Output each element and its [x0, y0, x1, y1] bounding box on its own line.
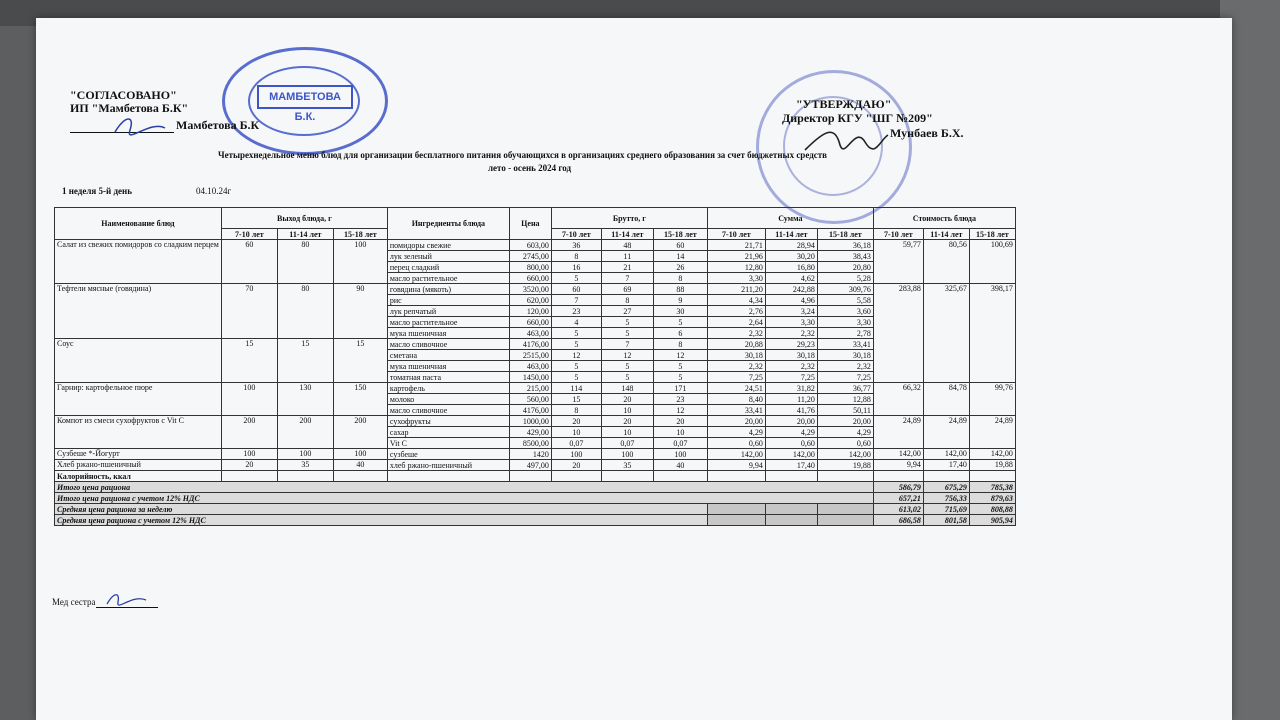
sum-cell: 242,88: [765, 284, 817, 295]
ingredient-cell: лук репчатый: [387, 306, 509, 317]
sum-cell: 17,40: [765, 460, 817, 471]
calories-row: [55, 471, 1016, 482]
calories-empty-cell: [601, 471, 653, 482]
sum-cell: 20,88: [707, 339, 765, 350]
output-cell: 80: [277, 240, 333, 284]
brutto-cell: 12: [653, 350, 707, 361]
sum-cell: 7,25: [707, 372, 765, 383]
brutto-cell: 11: [601, 251, 653, 262]
brutto-cell: 8: [601, 295, 653, 306]
nurse-label: Мед сестра: [52, 597, 96, 607]
brutto-cell: 8: [551, 251, 601, 262]
brutto-cell: 20: [551, 416, 601, 427]
brutto-cell: 16: [551, 262, 601, 273]
brutto-cell: 5: [601, 328, 653, 339]
brutto-cell: 10: [601, 405, 653, 416]
approval-left-title: "СОГЛАСОВАНО": [70, 88, 177, 102]
brutto-cell: 5: [551, 273, 601, 284]
cost-cell: 142,00: [923, 449, 969, 460]
sum-cell: 33,41: [817, 339, 873, 350]
calories-label: Калорийность, ккал: [55, 471, 222, 482]
ingredient-cell: хлеб ржано-пшеничный: [387, 460, 509, 471]
price-cell: 620,00: [509, 295, 551, 306]
brutto-cell: 8: [653, 339, 707, 350]
sum-cell: 33,41: [707, 405, 765, 416]
sum-cell: 19,88: [817, 460, 873, 471]
age-header-brutto-2: 15-18 лет: [653, 229, 707, 240]
sum-cell: 211,20: [707, 284, 765, 295]
output-cell: 15: [277, 339, 333, 383]
age-header-cost-1: 11-14 лет: [923, 229, 969, 240]
ingredient-cell: молоко: [387, 394, 509, 405]
total-row: [55, 482, 1016, 493]
header-ingredients: Ингредиенты блюда: [387, 208, 509, 240]
price-cell: 8500,00: [509, 438, 551, 449]
total-value: 613,02: [873, 504, 923, 515]
brutto-cell: 60: [653, 240, 707, 251]
brutto-cell: 14: [653, 251, 707, 262]
sum-cell: 4,96: [765, 295, 817, 306]
output-cell: 70: [221, 284, 277, 339]
sum-cell: 20,00: [817, 416, 873, 427]
brutto-cell: 4: [551, 317, 601, 328]
brutto-cell: 0,07: [653, 438, 707, 449]
price-cell: 497,00: [509, 460, 551, 471]
sum-cell: 4,29: [765, 427, 817, 438]
sum-cell: 38,43: [817, 251, 873, 262]
cost-cell: 19,88: [969, 460, 1015, 471]
price-cell: 463,00: [509, 361, 551, 372]
sum-cell: 0,60: [817, 438, 873, 449]
brutto-cell: 7: [551, 295, 601, 306]
brutto-cell: 23: [653, 394, 707, 405]
cost-cell: 24,89: [923, 416, 969, 449]
total-gap-cell: [817, 515, 873, 526]
brutto-cell: 20: [551, 460, 601, 471]
sum-cell: 2,32: [707, 361, 765, 372]
cost-cell: 142,00: [969, 449, 1015, 460]
dish-name-cell: Компот из смеси сухофруктов с Vit C: [55, 416, 222, 449]
total-gap-cell: [765, 515, 817, 526]
output-cell: 100: [277, 449, 333, 460]
brutto-cell: 30: [653, 306, 707, 317]
brutto-cell: 8: [551, 405, 601, 416]
brutto-cell: 6: [653, 328, 707, 339]
table-row: [55, 383, 1016, 394]
sum-cell: 2,32: [765, 361, 817, 372]
brutto-cell: 8: [653, 273, 707, 284]
sum-cell: 36,18: [817, 240, 873, 251]
calories-empty-cell: [923, 471, 969, 482]
ingredient-cell: масло растительное: [387, 273, 509, 284]
sum-cell: 21,71: [707, 240, 765, 251]
brutto-cell: 10: [653, 427, 707, 438]
total-row: [55, 493, 1016, 504]
sum-cell: 2,64: [707, 317, 765, 328]
ingredient-cell: масло сливочное: [387, 405, 509, 416]
price-cell: 215,00: [509, 383, 551, 394]
output-cell: 200: [333, 416, 387, 449]
dish-name-cell: Гарнир: картофельное пюре: [55, 383, 222, 416]
output-cell: 80: [277, 284, 333, 339]
output-cell: 100: [221, 449, 277, 460]
week-day-label: 1 неделя 5-й день: [62, 186, 132, 196]
brutto-cell: 10: [601, 427, 653, 438]
dish-name-cell: Сузбеше *-Йогурт: [55, 449, 222, 460]
calories-empty-cell: [551, 471, 601, 482]
output-cell: 100: [333, 449, 387, 460]
price-cell: 2515,00: [509, 350, 551, 361]
header-price: Цена: [509, 208, 551, 240]
sum-cell: 142,00: [765, 449, 817, 460]
ingredient-cell: сметана: [387, 350, 509, 361]
price-cell: 560,00: [509, 394, 551, 405]
table-row: [55, 339, 1016, 350]
stamp-left-name: МАМБЕТОВА Б.К.: [257, 85, 353, 109]
brutto-cell: 0,07: [551, 438, 601, 449]
sum-cell: 12,80: [707, 262, 765, 273]
age-header-output-1: 11-14 лет: [277, 229, 333, 240]
age-header-brutto-0: 7-10 лет: [551, 229, 601, 240]
total-label: Средняя цена рациона с учетом 12% НДС: [55, 515, 708, 526]
total-value: 756,33: [923, 493, 969, 504]
total-value: 801,58: [923, 515, 969, 526]
total-label: Итого цена рациона: [55, 482, 874, 493]
ingredient-cell: говядина (мякоть): [387, 284, 509, 295]
sum-cell: 31,82: [765, 383, 817, 394]
calories-empty-cell: [707, 471, 765, 482]
brutto-cell: 69: [601, 284, 653, 295]
brutto-cell: 20: [601, 394, 653, 405]
sum-cell: 30,20: [765, 251, 817, 262]
cost-cell: 59,77: [873, 240, 923, 284]
sum-cell: 9,94: [707, 460, 765, 471]
table-row: [55, 284, 1016, 295]
sum-cell: 20,80: [817, 262, 873, 273]
sum-cell: 20,00: [765, 416, 817, 427]
brutto-cell: 100: [601, 449, 653, 460]
sum-cell: 309,76: [817, 284, 873, 295]
total-label: Средняя цена рациона за неделю: [55, 504, 708, 515]
sum-cell: 20,00: [707, 416, 765, 427]
header-output: Выход блюда, г: [221, 208, 387, 229]
header-brutto: Брутто, г: [551, 208, 707, 229]
brutto-cell: 12: [551, 350, 601, 361]
sum-cell: 3,30: [707, 273, 765, 284]
sum-cell: 2,32: [707, 328, 765, 339]
brutto-cell: 40: [653, 460, 707, 471]
total-gap-cell: [707, 515, 765, 526]
brutto-cell: 27: [601, 306, 653, 317]
ingredient-cell: масло сливочное: [387, 339, 509, 350]
menu-table: [54, 207, 1016, 526]
sum-cell: 4,29: [817, 427, 873, 438]
calories-empty-cell: [873, 471, 923, 482]
output-cell: 60: [221, 240, 277, 284]
header-sum: Сумма: [707, 208, 873, 229]
sum-cell: 30,18: [707, 350, 765, 361]
ingredient-cell: рис: [387, 295, 509, 306]
signature-nurse-icon: [104, 590, 150, 608]
age-header-output-2: 15-18 лет: [333, 229, 387, 240]
brutto-cell: 5: [653, 317, 707, 328]
cost-cell: 66,32: [873, 383, 923, 416]
price-cell: 2745,00: [509, 251, 551, 262]
brutto-cell: 5: [551, 339, 601, 350]
brutto-cell: 9: [653, 295, 707, 306]
brutto-cell: 20: [653, 416, 707, 427]
sum-cell: 5,58: [817, 295, 873, 306]
price-cell: 3520,00: [509, 284, 551, 295]
brutto-cell: 5: [601, 361, 653, 372]
output-cell: 20: [221, 460, 277, 471]
sum-cell: 142,00: [817, 449, 873, 460]
output-cell: 150: [333, 383, 387, 416]
sum-cell: 41,76: [765, 405, 817, 416]
output-cell: 130: [277, 383, 333, 416]
calories-empty-cell: [969, 471, 1015, 482]
price-cell: 4176,00: [509, 339, 551, 350]
total-row: [55, 515, 1016, 526]
sum-cell: 5,28: [817, 273, 873, 284]
calories-empty-cell: [333, 471, 387, 482]
brutto-cell: 171: [653, 383, 707, 394]
calories-empty-cell: [653, 471, 707, 482]
dish-name-cell: Соус: [55, 339, 222, 383]
price-cell: 1450,00: [509, 372, 551, 383]
ingredient-cell: мука пшеничная: [387, 328, 509, 339]
price-cell: 800,00: [509, 262, 551, 273]
age-header-cost-0: 7-10 лет: [873, 229, 923, 240]
sum-cell: 12,88: [817, 394, 873, 405]
ingredient-cell: масло растительное: [387, 317, 509, 328]
cost-cell: 9,94: [873, 460, 923, 471]
calories-empty-cell: [817, 471, 873, 482]
sum-cell: 30,18: [765, 350, 817, 361]
sum-cell: 2,76: [707, 306, 765, 317]
age-header-sum-0: 7-10 лет: [707, 229, 765, 240]
brutto-cell: 100: [653, 449, 707, 460]
output-cell: 40: [333, 460, 387, 471]
price-cell: 120,00: [509, 306, 551, 317]
ingredient-cell: томатная паста: [387, 372, 509, 383]
header-dish: Наименование блюд: [55, 208, 222, 240]
brutto-cell: 23: [551, 306, 601, 317]
sum-cell: 24,51: [707, 383, 765, 394]
age-header-brutto-1: 11-14 лет: [601, 229, 653, 240]
brutto-cell: 36: [551, 240, 601, 251]
ingredient-cell: сахар: [387, 427, 509, 438]
sum-cell: 8,40: [707, 394, 765, 405]
price-cell: 1000,00: [509, 416, 551, 427]
total-value: 657,21: [873, 493, 923, 504]
table-row: [55, 416, 1016, 427]
sum-cell: 2,78: [817, 328, 873, 339]
age-header-sum-1: 11-14 лет: [765, 229, 817, 240]
ingredient-cell: помидоры свежие: [387, 240, 509, 251]
brutto-cell: 12: [653, 405, 707, 416]
ingredient-cell: сузбеше: [387, 449, 509, 460]
cost-cell: 283,88: [873, 284, 923, 383]
cost-cell: 84,78: [923, 383, 969, 416]
brutto-cell: 100: [551, 449, 601, 460]
output-cell: 15: [333, 339, 387, 383]
brutto-cell: 114: [551, 383, 601, 394]
total-value: 715,69: [923, 504, 969, 515]
approval-left-org: ИП "Мамбетова Б.К": [70, 101, 189, 115]
brutto-cell: 60: [551, 284, 601, 295]
total-value: 586,79: [873, 482, 923, 493]
cost-cell: 398,17: [969, 284, 1015, 383]
output-cell: 90: [333, 284, 387, 339]
document-title: Четырехнедельное меню блюд для организации бесплатного питания обучающихся в организациях среднего образования за счет бюджетных средств: [218, 150, 828, 160]
total-value: 879,63: [969, 493, 1015, 504]
price-cell: 463,00: [509, 328, 551, 339]
cost-cell: 17,40: [923, 460, 969, 471]
dish-name-cell: Тефтели мясные (говядина): [55, 284, 222, 339]
sum-cell: 142,00: [707, 449, 765, 460]
cost-cell: 99,76: [969, 383, 1015, 416]
sum-cell: 30,18: [817, 350, 873, 361]
sum-cell: 4,62: [765, 273, 817, 284]
approval-right-title: "УТВЕРЖДАЮ": [796, 97, 892, 111]
sum-cell: 11,20: [765, 394, 817, 405]
brutto-cell: 148: [601, 383, 653, 394]
brutto-cell: 88: [653, 284, 707, 295]
brutto-cell: 10: [551, 427, 601, 438]
approval-left-signer: Мамбетова Б.К: [176, 118, 260, 132]
sum-cell: 21,96: [707, 251, 765, 262]
ingredient-cell: перец сладкий: [387, 262, 509, 273]
sum-cell: 3,24: [765, 306, 817, 317]
price-cell: 429,00: [509, 427, 551, 438]
calories-empty-cell: [765, 471, 817, 482]
brutto-cell: 5: [601, 372, 653, 383]
brutto-cell: 5: [551, 328, 601, 339]
sum-cell: 29,23: [765, 339, 817, 350]
output-cell: 100: [221, 383, 277, 416]
sum-cell: 2,32: [817, 361, 873, 372]
age-header-sum-2: 15-18 лет: [817, 229, 873, 240]
brutto-cell: 5: [601, 317, 653, 328]
total-gap-cell: [707, 504, 765, 515]
total-gap-cell: [765, 504, 817, 515]
brutto-cell: 7: [601, 273, 653, 284]
output-cell: 15: [221, 339, 277, 383]
cost-cell: 142,00: [873, 449, 923, 460]
ingredient-cell: сухофрукты: [387, 416, 509, 427]
brutto-cell: 35: [601, 460, 653, 471]
ingredient-cell: лук зеленый: [387, 251, 509, 262]
age-header-cost-2: 15-18 лет: [969, 229, 1015, 240]
approval-right-position: Директор КГУ "ШГ №209": [782, 111, 933, 125]
price-cell: 4176,00: [509, 405, 551, 416]
price-cell: 603,00: [509, 240, 551, 251]
brutto-cell: 5: [551, 372, 601, 383]
sum-cell: 36,77: [817, 383, 873, 394]
table-row: [55, 460, 1016, 471]
brutto-cell: 21: [601, 262, 653, 273]
sum-cell: 28,94: [765, 240, 817, 251]
sum-cell: 16,80: [765, 262, 817, 273]
menu-date: 04.10.24г: [196, 186, 232, 196]
price-cell: 660,00: [509, 273, 551, 284]
brutto-cell: 0,07: [601, 438, 653, 449]
sum-cell: 7,25: [817, 372, 873, 383]
brutto-cell: 7: [601, 339, 653, 350]
total-label: Итого цена рациона с учетом 12% НДС: [55, 493, 874, 504]
calories-empty-cell: [387, 471, 509, 482]
brutto-cell: 5: [653, 361, 707, 372]
cost-cell: 24,89: [969, 416, 1015, 449]
sum-cell: 4,29: [707, 427, 765, 438]
output-cell: 200: [221, 416, 277, 449]
sum-cell: 7,25: [765, 372, 817, 383]
total-value: 675,29: [923, 482, 969, 493]
brutto-cell: 12: [601, 350, 653, 361]
ingredient-cell: мука пшеничная: [387, 361, 509, 372]
sum-cell: 2,32: [765, 328, 817, 339]
cost-cell: 80,56: [923, 240, 969, 284]
calories-empty-cell: [509, 471, 551, 482]
total-value: 785,38: [969, 482, 1015, 493]
calories-empty-cell: [221, 471, 277, 482]
dish-name-cell: Хлеб ржано-пшеничный: [55, 460, 222, 471]
sum-cell: 3,30: [817, 317, 873, 328]
brutto-cell: 5: [653, 372, 707, 383]
dish-name-cell: Салат из свежих помидоров со сладким перцем: [55, 240, 222, 284]
ingredient-cell: Vit C: [387, 438, 509, 449]
brutto-cell: 20: [601, 416, 653, 427]
total-value: 808,88: [969, 504, 1015, 515]
age-header-output-0: 7-10 лет: [221, 229, 277, 240]
output-cell: 35: [277, 460, 333, 471]
table-row: [55, 449, 1016, 460]
cost-cell: 100,69: [969, 240, 1015, 284]
cost-cell: 325,67: [923, 284, 969, 383]
sum-cell: 50,11: [817, 405, 873, 416]
total-row: [55, 504, 1016, 515]
output-cell: 200: [277, 416, 333, 449]
sum-cell: 4,34: [707, 295, 765, 306]
ingredient-cell: картофель: [387, 383, 509, 394]
price-cell: 660,00: [509, 317, 551, 328]
sum-cell: 0,60: [707, 438, 765, 449]
brutto-cell: 48: [601, 240, 653, 251]
sum-cell: 3,60: [817, 306, 873, 317]
price-cell: 1420: [509, 449, 551, 460]
brutto-cell: 26: [653, 262, 707, 273]
sum-cell: 3,30: [765, 317, 817, 328]
brutto-cell: 15: [551, 394, 601, 405]
sum-cell: 0,60: [765, 438, 817, 449]
signature-left-icon: [110, 110, 170, 140]
cost-cell: 24,89: [873, 416, 923, 449]
total-gap-cell: [817, 504, 873, 515]
brutto-cell: 5: [551, 361, 601, 372]
approval-right-signer: Мунбаев Б.Х.: [890, 126, 964, 140]
document-season: лето - осень 2024 год: [488, 163, 572, 173]
header-cost: Стоимость блюда: [873, 208, 1015, 229]
table-row: [55, 240, 1016, 251]
output-cell: 100: [333, 240, 387, 284]
total-value: 905,94: [969, 515, 1015, 526]
calories-empty-cell: [277, 471, 333, 482]
total-value: 686,58: [873, 515, 923, 526]
